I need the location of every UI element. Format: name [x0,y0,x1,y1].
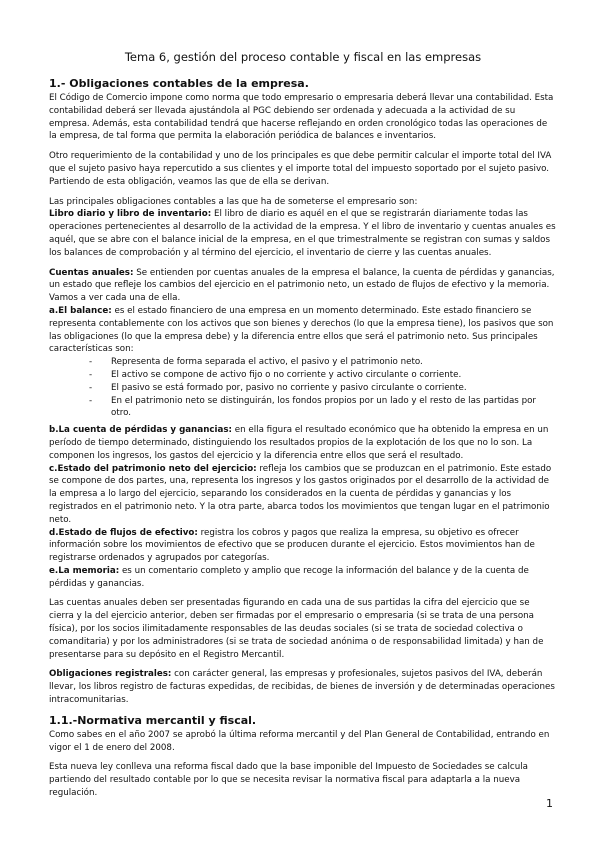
term-perdidas-ganancias: b.La cuenta de pérdidas y ganancias: [49,425,233,436]
paragraph-patrimonio-neto [49,463,557,527]
paragraph-cuentas-anuales [49,267,557,305]
list-item: - Representa de forma separada el activo, el pasivo y el patrimonio neto. [89,356,557,369]
paragraph-perdidas-ganancias [49,424,557,462]
paragraph-principales: Las principales obligaciones contables a las que ha de someterse el empresario son: [49,196,418,207]
section-heading-1-1: 1.1.-Normativa mercantil y fiscal. [49,713,257,727]
flujos-efectivo-text: registra los cobros y pagos que realiza la empresa, su objetivo es ofrecer información sobre los movimientos de efectivo que se producen durante el ejercicio. Estos movimientos han de registrarse ordenados y agrupados por categorías. [49,527,535,564]
paragraph-reforma-2007: Como sabes en el año 2007 se aprobó la última reforma mercantil y del Plan General de Contabilidad, entrando en vigor el 1 de enero del 2008. [49,729,550,753]
document-title: Tema 6, gestión del proceso contable y fiscal en las empresas [124,50,482,64]
term-memoria: e.La memoria: [49,565,120,576]
memoria-text: es un comentario completo y amplio que recoge la información del balance y de la cuenta de pérdidas y ganancias. [49,565,529,589]
paragraph-balance [49,305,557,356]
cuentas-anuales-text: Se entienden por cuentas anuales de la empresa el balance, la cuenta de pérdidas y ganancias, un estado que refleje los cambios del ejercicio en el patrimonio neto, un estado de flujos de efectivo y la memoria. Vamos a ver cada una de ella. [49,267,555,304]
term-cuentas-anuales: Cuentas anuales: [49,267,134,278]
document-page [49,50,557,807]
list-item: - El activo se compone de activo fijo o no corriente y activo circulante o corriente. [89,369,557,382]
paragraph-libro-diario [49,208,557,259]
term-balance: a.El balance: [49,305,112,316]
balance-text: es el estado financiero de una empresa en un momento determinado. Este estado financiero se representa contablemente con los activos que son bienes y derechos (lo que la empresa tiene), los pasivos que son las obligaciones (lo que la empresa debe) y la diferencia entre ellos que será el patrimonio neto. Sus principales características son: [49,305,554,355]
page-number: 1 [546,797,553,810]
paragraph-iva: Otro requerimiento de la contabilidad y uno de los principales es que debe permitir calcular el importe total del IVA que el sujeto pasivo haya repercutido a sus clientes y el importe total del impuesto soportado por el sujeto pasivo. Partiendo de esta obligación, veamos las que de ella se derivan. [49,151,552,187]
patrimonio-neto-text: refleja los cambios que se produzcan en el patrimonio. Este estado se compone de dos partes, una, representa los ingresos y los gastos originados por el desarrollo de la actividad de la empresa a lo largo del ejercicio, separando los considerados en la cuenta de pérdidas y ganancias y los registrados en el patrimonio neto. Y la otra parte, abarca todos los movimientos que tengan lugar en el patrimonio neto. [49,463,552,525]
paragraph-memoria [49,565,557,591]
paragraph-codigo-comercio: El Código de Comercio impone como norma que todo empresario o empresaria deberá llevar una contabilidad. Esta contabilidad deberá ser llevada ajustándola al PGC debiendo ser ordenada y adecuada a la actividad de su empresa. Además, esta contabilidad tendrá que hacerse reflejando en orden cronológico todas las operaciones de la empresa, de tal forma que permita la elaboración periódica de balances e inventarios. [49,93,554,142]
paragraph-reforma-fiscal: Esta nueva ley conlleva una reforma fiscal dado que la base imponible del Impuesto de Sociedades se calcula partiendo del resultado contable por lo que se necesita revisar la normativa fiscal para adaptarla a la nueva regulación. [49,762,528,799]
list-item: - En el patrimonio neto se distinguirán, los fondos propios por un lado y el resto de las partidas por otro. [89,395,557,421]
paragraph-presentacion: Las cuentas anuales deben ser presentadas figurando en cada una de sus partidas la cifra del ejercicio que se cierra y la del ejercicio anterior, deben ser firmadas por el empresario o empresaria (si se trata de una persona física), por los socios ilimitadamente responsables de las deudas sociales (si se trata de sociedad colectiva o comanditaria) y por los administradores (si se trata de sociedad anónima o de responsabilidad limitada) y han de presentarse para su depósito en el Registro Mercantil. [49,598,544,660]
section-heading-1: 1.- Obligaciones contables de la empresa. [49,77,309,90]
balance-characteristics-list [49,356,557,420]
libro-diario-text: El libro de diario es aquél en el que se registrarán diariamente todas las operaciones pertenecientes al desarrollo de la actividad de la empresa. Y el libro de inventario y cuentas anuales es aquél, que se abre con el balance inicial de la empresa, en el que trimestralmente se registran con sumas y saldos los balances de comprobación y al término del ejercicio, el inventario de cierre y las cuentas anuales. [49,209,556,258]
term-flujos-efectivo: d.Estado de flujos de efectivo: [49,527,198,538]
term-patrimonio-neto: c.Estado del patrimonio neto del ejercicio: [49,463,257,474]
perdidas-ganancias-text: en ella figura el resultado económico que ha obtenido la empresa en un período de tiempo determinado, distinguiendo los resultados propios de la explotación de los que no lo son. La componen los ingresos, los gastos del ejercicio y la diferencia entre ellos que será el resultado. [49,425,549,461]
obligaciones-registrales-text: con carácter general, las empresas y profesionales, sujetos pasivos del IVA, deberán llevar, los libros registro de facturas expedidas, de recibidas, de bienes de inversión y de determinadas operaciones intracomunitarias. [49,669,555,706]
paragraph-flujos-efectivo [49,527,557,565]
list-item: - El pasivo se está formado por, pasivo no corriente y pasivo circulante o corriente. [89,382,557,395]
term-libro-diario: Libro diario y libro de inventario: [49,209,212,220]
term-obligaciones-registrales: Obligaciones registrales: [49,669,172,680]
paragraph-obligaciones-registrales [49,668,557,706]
